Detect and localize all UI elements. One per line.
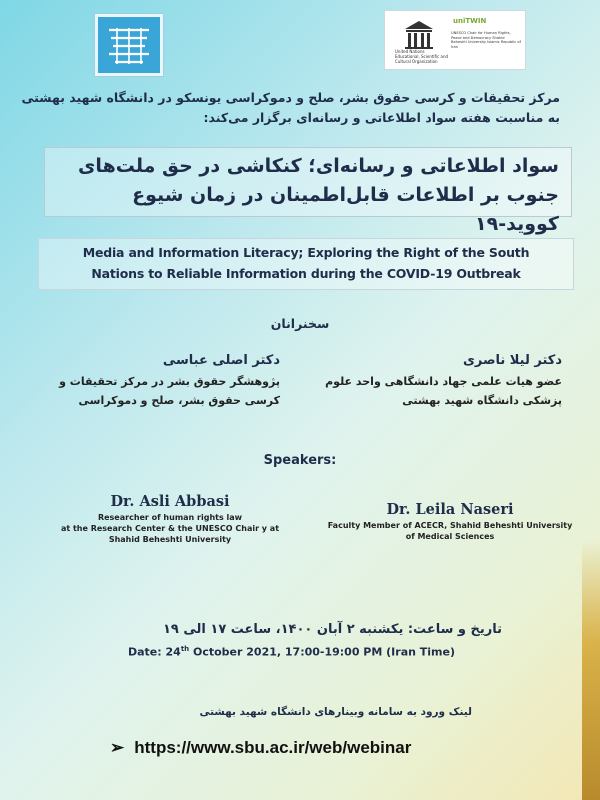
- speaker-fa-naseri: [302, 350, 562, 410]
- speaker-fa-naseri-name: دکتر لیلا ناصری: [462, 353, 562, 368]
- speaker-fa-naseri-desc-2: پزشکی دانشگاه شهید بهشتی: [402, 394, 562, 407]
- title-fa-line-1: سواد اطلاعاتی و رسانه‌ای؛ کنکاشی در حق ملت‌های: [78, 155, 559, 177]
- link-label-fa: لینک ورود به سامانه وبینارهای دانشگاه شهید بهشتی: [199, 706, 472, 718]
- unesco-unitwin-logo: [384, 10, 526, 70]
- speaker-fa-abbasi: [30, 350, 280, 410]
- gold-edge-decoration: [582, 540, 600, 800]
- speaker-en-naseri-name: Dr. Leila Naseri: [386, 501, 514, 518]
- arrow-right-icon: ➢: [110, 738, 125, 757]
- speaker-en-abbasi-name: Dr. Asli Abbasi: [110, 493, 230, 510]
- date-en-sup: th: [180, 645, 190, 653]
- speaker-en-abbasi-desc-2: at the Research Center & the UNESCO Chair y at: [60, 524, 280, 533]
- unitwin-label: uniTWIN: [453, 17, 487, 25]
- title-en-box: [38, 238, 574, 290]
- speaker-en-naseri-desc-1: Faculty Member of ACECR, Shahid Beheshti University: [327, 521, 573, 530]
- speaker-fa-naseri-desc-1: عضو هیات علمی جهاد دانشگاهی واحد علوم: [325, 375, 562, 388]
- speakers-heading-en: Speakers:: [263, 453, 337, 468]
- sbu-logo: [95, 14, 163, 76]
- intro-line-1: مرکز تحقیقات و کرسی حقوق بشر، صلح و دموکراسی یونسکو در دانشگاه شهید بهشتی: [21, 90, 560, 105]
- date-en-prefix: Date: 24: [128, 645, 181, 659]
- speakers-heading-fa: سخنرانان: [270, 316, 330, 331]
- sbu-calligraphy-icon: [103, 22, 155, 68]
- speaker-en-naseri-desc-2: of Medical Sciences: [405, 532, 495, 541]
- intro-line-2: به مناسبت هفته سواد اطلاعاتی و رسانه‌ای برگزار می‌کند:: [203, 110, 560, 125]
- unitwin-text: UNESCO Chair for Human Rights, Peace and Democracy Shahid Beheshti University Islamic Republic of Iran: [451, 31, 521, 49]
- webinar-url[interactable]: https://www.sbu.ac.ir/web/webinar: [134, 738, 412, 757]
- speaker-fa-abbasi-desc-2: کرسی حقوق بشر، صلح و دموکراسی: [78, 394, 280, 407]
- speaker-en-abbasi-desc-1: Researcher of human rights law: [97, 513, 243, 522]
- date-en-suffix: October 2021, 17:00-19:00 PM (Iran Time): [189, 645, 455, 659]
- date-fa: تاریخ و ساعت: یکشنبه ۲ آبان ۱۴۰۰، ساعت ۱۷ الی ۱۹: [162, 622, 502, 637]
- title-fa-box: [44, 147, 572, 235]
- unesco-text: United Nations Educational, Scientific and Cultural Organization: [395, 49, 449, 64]
- speaker-en-abbasi: [50, 492, 290, 545]
- title-en-line-2: Nations to Reliable Information during the COVID-19 Outbreak: [91, 266, 521, 281]
- title-en-line-1: Media and Information Literacy; Exploring the Right of the South: [82, 245, 530, 260]
- title-fa-line-2: جنوب بر اطلاعات قابل‌اطمینان در زمان شیوع کووید-۱۹: [132, 184, 559, 235]
- date-en: [128, 645, 455, 659]
- intro-text: [20, 88, 560, 128]
- speaker-fa-abbasi-name: دکتر اصلی عباسی: [162, 353, 280, 368]
- speaker-fa-abbasi-desc-1: پژوهشگر حقوق بشر در مرکز تحقیقات و: [59, 375, 280, 388]
- webinar-link[interactable]: [110, 738, 411, 758]
- title-fa: [54, 152, 559, 239]
- speaker-en-naseri: [318, 500, 582, 542]
- title-en: [39, 239, 573, 284]
- speaker-en-abbasi-desc-3: Shahid Beheshti University: [108, 535, 232, 544]
